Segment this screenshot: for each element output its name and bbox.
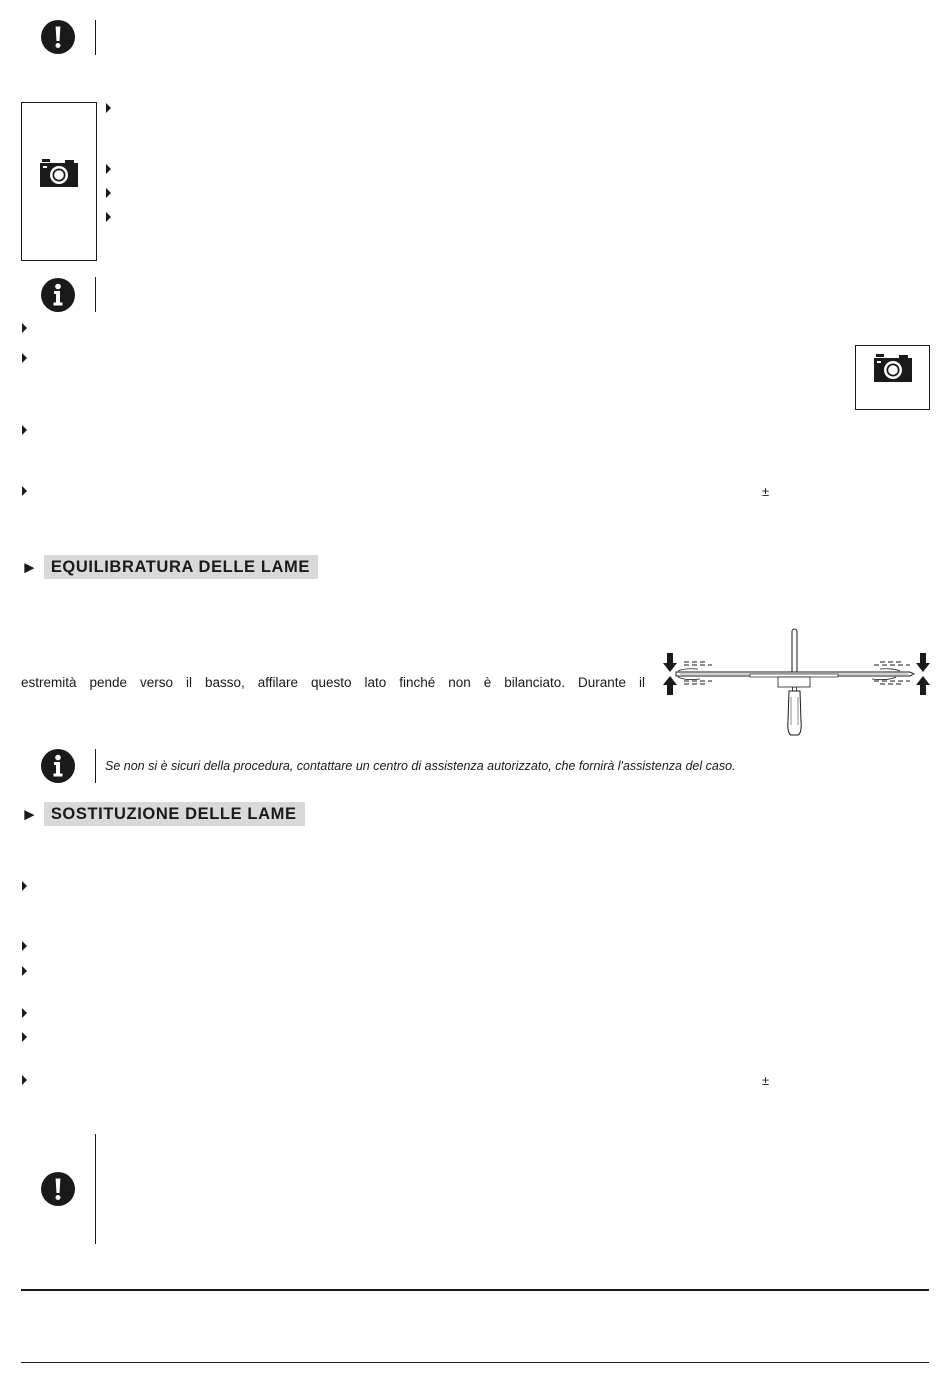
blade-balancing-illustration: [660, 625, 935, 740]
warning-icon: [40, 19, 76, 55]
footer-rule-top: [21, 1289, 929, 1291]
bullet-marker: [22, 966, 27, 976]
balancing-text-line: estremità pende verso il basso, affilare questo lato finché non è bilanciato. Durante il: [21, 675, 645, 690]
heading-label: SOSTITUZIONE DELLE LAME: [44, 802, 305, 826]
bullet-marker: [106, 188, 111, 198]
heading-arrow-icon: ►: [21, 557, 38, 577]
camera-icon: [874, 354, 912, 382]
camera-icon: [40, 159, 78, 187]
bullet-marker: [106, 164, 111, 174]
bullet-marker: [106, 212, 111, 222]
bullet-marker: [22, 1075, 27, 1085]
info-icon: [40, 748, 76, 784]
plus-minus-symbol: ±: [762, 484, 770, 499]
bullet-marker: [22, 1032, 27, 1042]
section-heading-balancing: [21, 555, 318, 579]
bullet-marker: [22, 941, 27, 951]
warning-icon: [40, 1171, 76, 1207]
footer-rule-bottom: [21, 1362, 929, 1363]
warning-divider: [95, 20, 96, 55]
bullet-marker: [106, 103, 111, 113]
photo-box: [21, 102, 97, 261]
heading-label: EQUILIBRATURA DELLE LAME: [44, 555, 318, 579]
heading-arrow-icon: ►: [21, 804, 38, 824]
bullet-marker: [22, 881, 27, 891]
info-icon: [40, 277, 76, 313]
warning-divider: [95, 1134, 96, 1244]
bullet-marker: [22, 353, 27, 363]
bullet-marker: [22, 486, 27, 496]
info-divider: [95, 749, 96, 783]
photo-box-right: [855, 345, 930, 410]
bullet-marker: [22, 323, 27, 333]
plus-minus-symbol: ±: [762, 1073, 770, 1088]
bullet-marker: [22, 1008, 27, 1018]
section-heading-replacement: [21, 802, 305, 826]
info-divider: [95, 277, 96, 312]
info-note-text: Se non si è sicuri della procedura, contattare un centro di assistenza autorizzato, che fornirà l'assistenza del caso.: [105, 759, 736, 773]
bullet-marker: [22, 425, 27, 435]
